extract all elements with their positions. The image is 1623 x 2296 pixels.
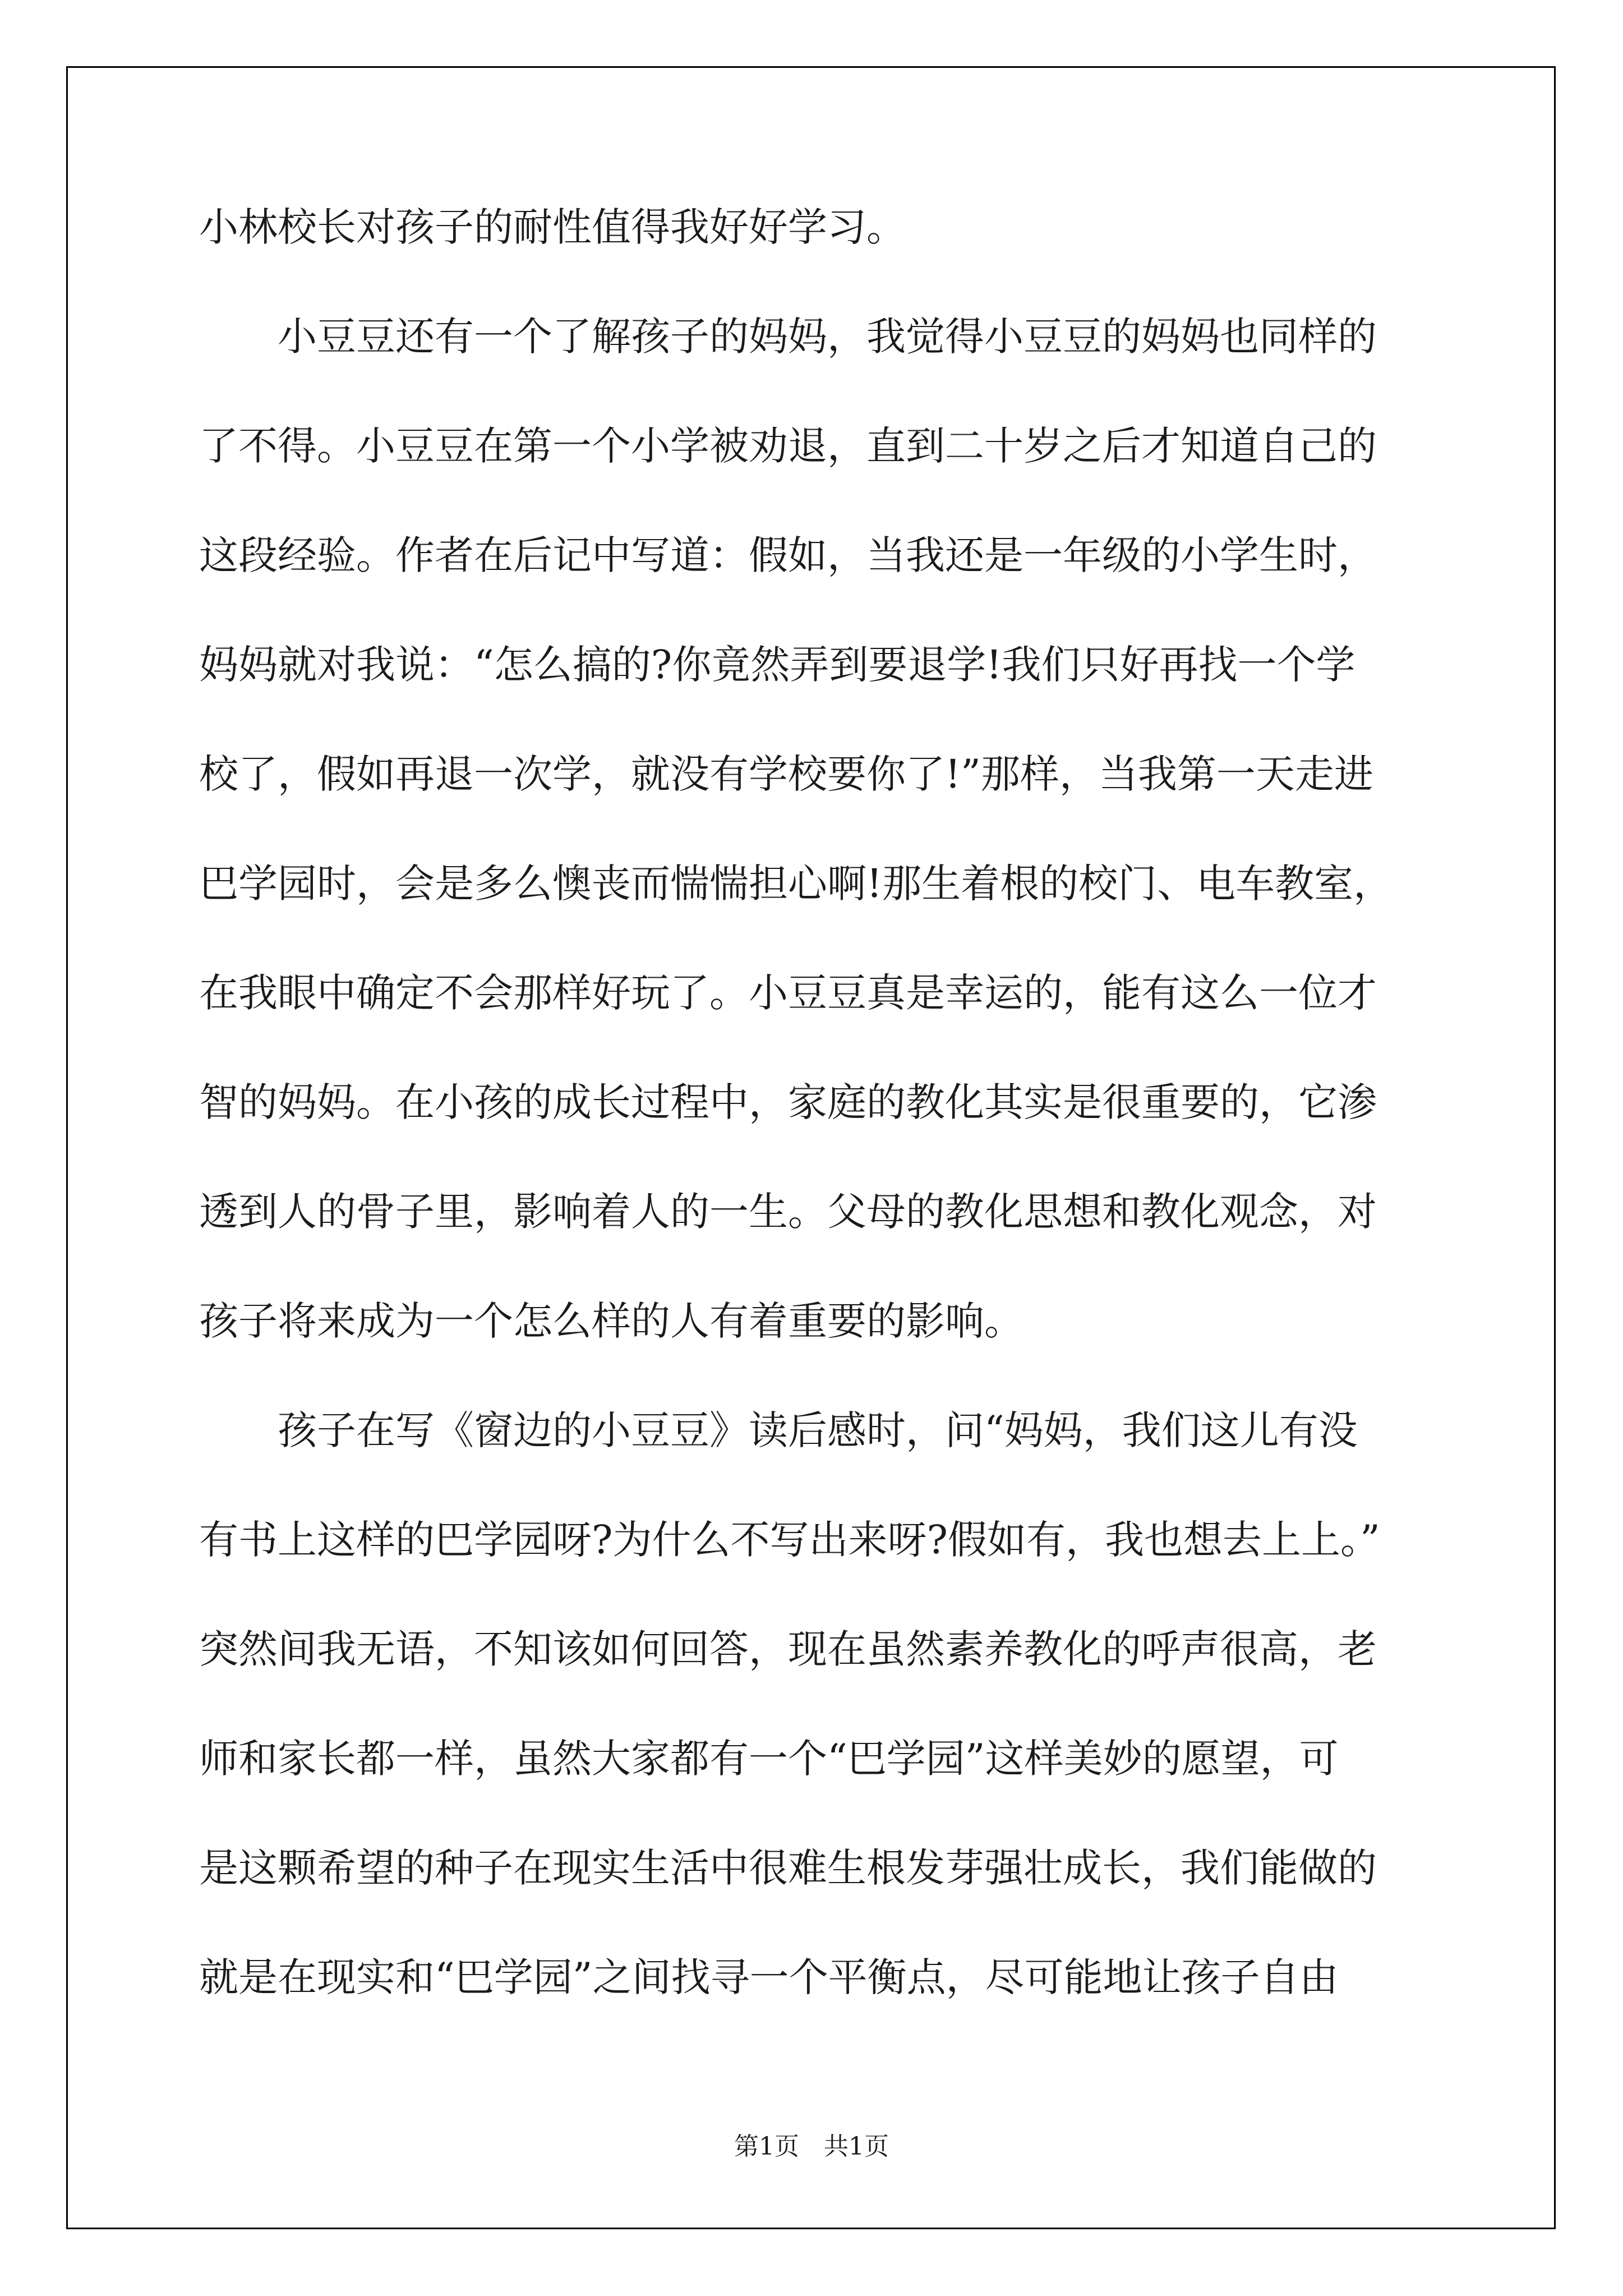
text-line: 这段经验。作者在后记中写道：假如，当我还是一年级的小学生时，	[199, 532, 1377, 578]
text-line: 孩子在写《窗边的小豆豆》读后感时，问“妈妈，我们这儿有没	[199, 1407, 1358, 1453]
text-line: 突然间我无语，不知该如何回答，现在虽然素养教化的呼声很高，老	[199, 1626, 1377, 1672]
text-line: 小林校长对孩子的耐性值得我好好学习。	[199, 204, 906, 250]
text-line: 透到人的骨子里，影响着人的一生。父母的教化思想和教化观念，对	[199, 1189, 1377, 1235]
text-line: 有书上这样的巴学园呀?为什么不写出来呀?假如有，我也想去上上。”	[199, 1517, 1380, 1563]
text-line: 了不得。小豆豆在第一个小学被劝退，直到二十岁之后才知道自己的	[199, 423, 1377, 469]
text-line: 在我眼中确定不会那样好玩了。小豆豆真是幸运的，能有这么一位才	[199, 970, 1377, 1016]
text-line: 智的妈妈。在小孩的成长过程中，家庭的教化其实是很重要的，它渗	[199, 1079, 1377, 1125]
text-line: 孩子将来成为一个怎么样的人有着重要的影响。	[199, 1298, 1023, 1344]
page-number: 第1页	[734, 2132, 799, 2161]
text-line: 师和家长都一样，虽然大家都有一个“巴学园”这样美妙的愿望，可	[199, 1736, 1339, 1782]
text-line: 妈妈就对我说：“怎么搞的?你竟然弄到要退学!我们只好再找一个学	[199, 642, 1355, 688]
text-line: 就是在现实和“巴学园”之间找寻一个平衡点，尽可能地让孩子自由	[199, 1954, 1339, 2000]
page-border	[66, 66, 1556, 2229]
page-footer	[0, 2126, 1623, 2162]
text-line: 是这颗希望的种子在现实生活中很难生根发芽强壮成长，我们能做的	[199, 1845, 1377, 1891]
page-total: 共1页	[824, 2132, 889, 2161]
text-line: 校了，假如再退一次学，就没有学校要你了!”那样，当我第一天走进	[199, 751, 1373, 797]
text-line: 小豆豆还有一个了解孩子的妈妈，我觉得小豆豆的妈妈也同样的	[199, 314, 1377, 360]
text-line: 巴学园时，会是多么懊丧而惴惴担心啊!那生着根的校门、电车教室，	[199, 861, 1393, 907]
